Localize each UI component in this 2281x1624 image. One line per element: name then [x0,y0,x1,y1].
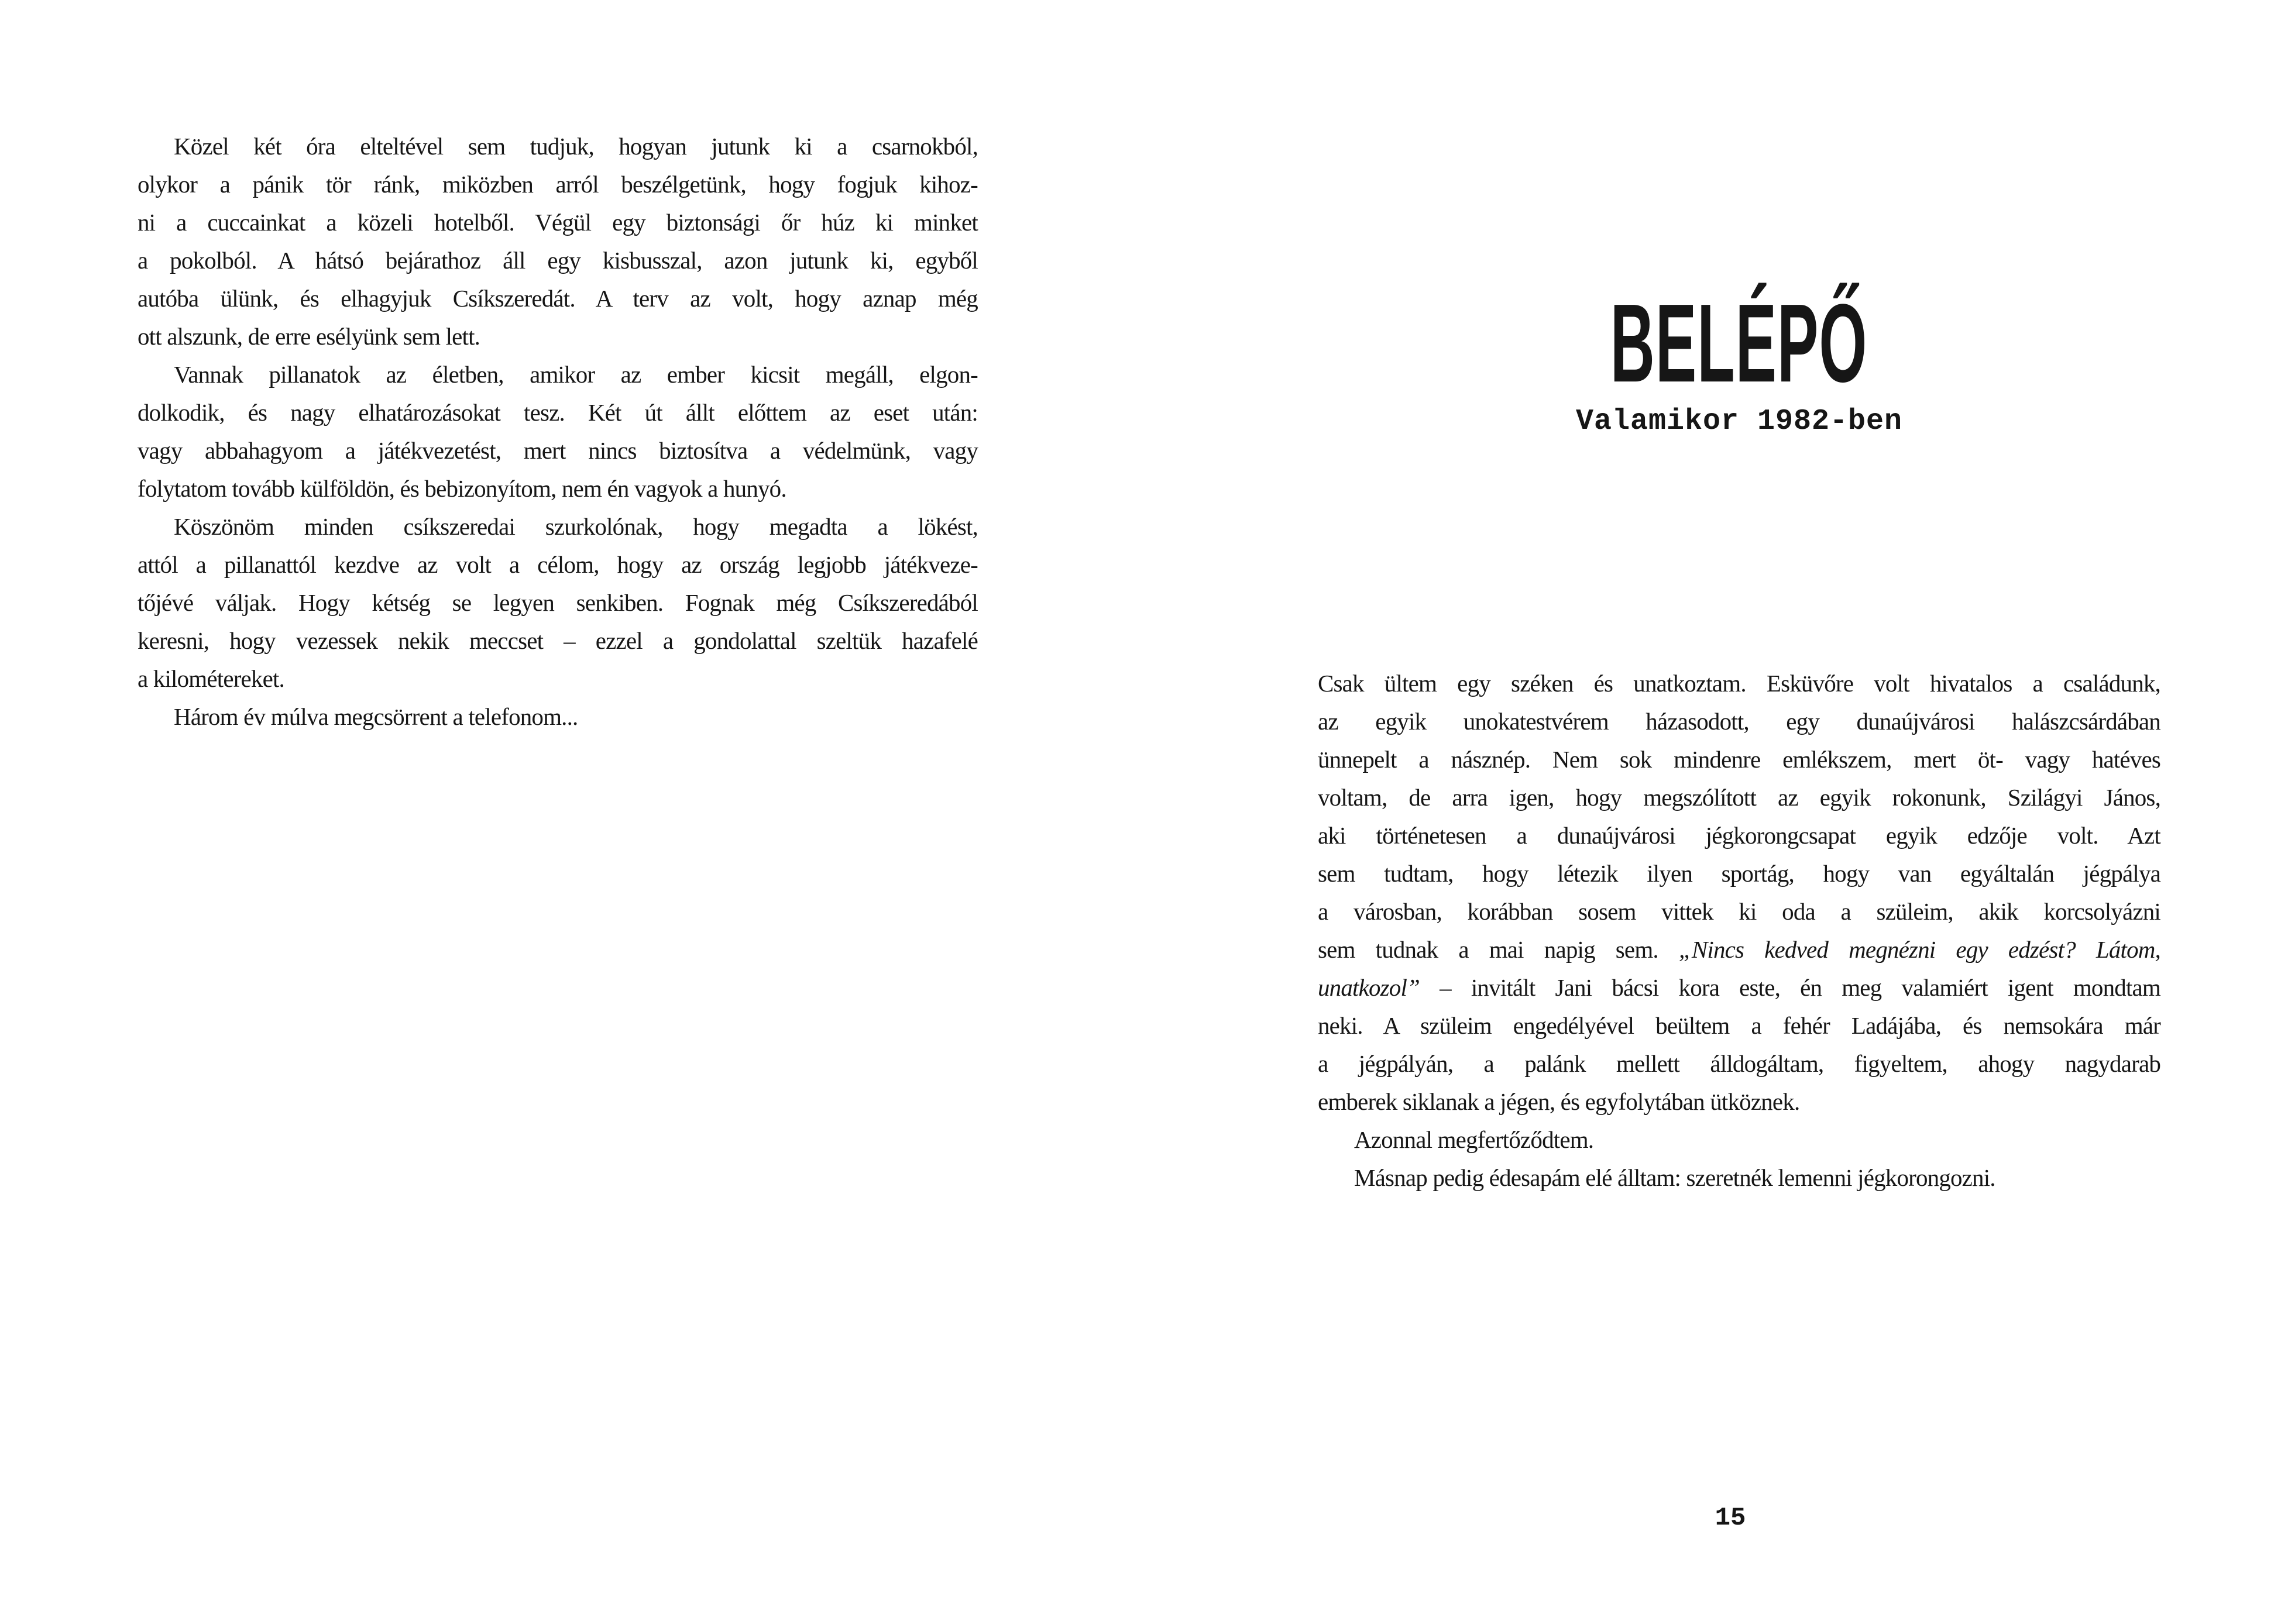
text-segment: Köszönöm minden csíkszeredai szurkolónak, hogy megadta a lökést, [174,513,978,540]
text-segment: attól a pillanattól kezdve az volt a célom, hogy az ország legjobb játékveze- [138,551,978,578]
text-line [138,204,978,242]
text-line [1318,703,2160,741]
text-segment: a városban, korábban sosem vittek ki oda a szüleim, akik korcsolyázni [1318,898,2160,925]
text-line [1318,817,2160,855]
text-segment: olykor a pánik tör ránk, miközben arról beszélgetünk, hogy fogjuk kihoz- [138,171,978,198]
text-line [138,660,978,698]
text-segment: aki történetesen a dunaújvárosi jégkorongcsapat egyik edzője volt. Azt [1318,822,2160,849]
text-line [138,128,978,166]
text-segment: az egyik unokatestvérem házasodott, egy dunaújvárosi halászcsárdában [1318,708,2160,735]
text-segment: sem tudnak a mai napig sem. [1318,936,1679,963]
text-segment: ünnepelt a násznép. Nem sok mindenre emlékszem, mert öt- vagy hatéves [1318,746,2160,773]
text-segment: Vannak pillanatok az életben, amikor az ember kicsit megáll, elgon- [174,361,978,388]
text-segment: ni a cuccainkat a közeli hotelből. Végül egy biztonsági őr húz ki minket [138,209,978,236]
text-line [1318,741,2160,779]
text-segment: a jégpályán, a palánk mellett álldogáltam, figyeltem, ahogy nagydarab [1318,1050,2160,1077]
text-segment: a kilométereket. [138,665,284,692]
text-line [1318,969,2160,1007]
text-segment: voltam, de arra igen, hogy megszólított az egyik rokonunk, Szilágyi János, [1318,784,2160,811]
left-page-body-text [138,128,978,736]
text-segment: folytatom tovább külföldön, és bebizonyítom, nem én vagyok a hunyó. [138,475,786,502]
text-line [138,242,978,280]
text-line [138,166,978,204]
right-page [1140,0,2281,1624]
text-segment: emberek siklanak a jégen, és egyfolytában ütköznek. [1318,1088,1800,1115]
text-line [1318,1159,2160,1197]
right-page-body-text [1318,665,2160,1197]
text-segment: neki. A szüleim engedélyével beültem a fehér Ladájába, és nemsokára már [1318,1012,2160,1039]
text-line [138,508,978,546]
text-segment: Azonnal megfertőződtem. [1354,1126,1594,1153]
text-segment: Csak ültem egy széken és unatkoztam. Esküvőre volt hivatalos a családunk, [1318,670,2160,697]
text-segment: dolkodik, és nagy elhatározásokat tesz. Két út állt előttem az eset után: [138,399,978,426]
text-line [138,432,978,470]
chapter-title-text: BELÉPŐ [1610,281,1868,406]
chapter-title [1318,281,2160,406]
text-segment: Három év múlva megcsörrent a telefonom... [174,703,578,730]
text-segment: sem tudtam, hogy létezik ilyen sportág, hogy van egyáltalán jégpálya [1318,860,2160,887]
text-line [138,394,978,432]
text-line [1318,855,2160,893]
text-line [1318,1007,2160,1045]
text-line [138,622,978,660]
text-line [1318,1045,2160,1083]
text-line [1318,931,2160,969]
page-number: 15 [1715,1503,1746,1533]
italic-text-segment: „Nincs kedved megnézni egy edzést? Látom, [1678,936,2160,963]
text-segment: a pokolból. A hátsó bejárathoz áll egy kisbusszal, azon jutunk ki, egyből [138,247,978,274]
left-page [0,0,1140,1624]
text-segment: autóba ülünk, és elhagyjuk Csíkszeredát. A terv az volt, hogy aznap még [138,285,978,312]
text-segment: tőjévé váljak. Hogy kétség se legyen senkiben. Fognak még Csíkszeredából [138,589,978,616]
text-line [1318,1121,2160,1159]
text-line [138,280,978,318]
italic-text-segment: unatkozol” [1318,974,1420,1001]
chapter-subtitle: Valamikor 1982-ben [1575,405,1903,438]
text-segment: – invitált Jani bácsi kora este, én meg valamiért igent mondtam [1420,974,2160,1001]
text-line [1318,779,2160,817]
text-line [138,470,978,508]
text-line [138,698,978,736]
text-segment: keresni, hogy vezessek nekik meccset – ezzel a gondolattal szeltük hazafelé [138,627,978,654]
text-segment: vagy abbahagyom a játékvezetést, mert nincs biztosítva a védelmünk, vagy [138,437,978,464]
text-segment: Másnap pedig édesapám elé álltam: szeretnék lemenni jégkorongozni. [1354,1164,1995,1191]
text-line [138,546,978,584]
text-line [138,356,978,394]
text-line [1318,1083,2160,1121]
text-segment: Közel két óra elteltével sem tudjuk, hogyan jutunk ki a csarnokból, [174,133,978,160]
text-line [138,318,978,356]
text-line [138,584,978,622]
text-line [1318,665,2160,703]
text-segment: ott alszunk, de erre esélyünk sem lett. [138,323,480,350]
text-line [1318,893,2160,931]
